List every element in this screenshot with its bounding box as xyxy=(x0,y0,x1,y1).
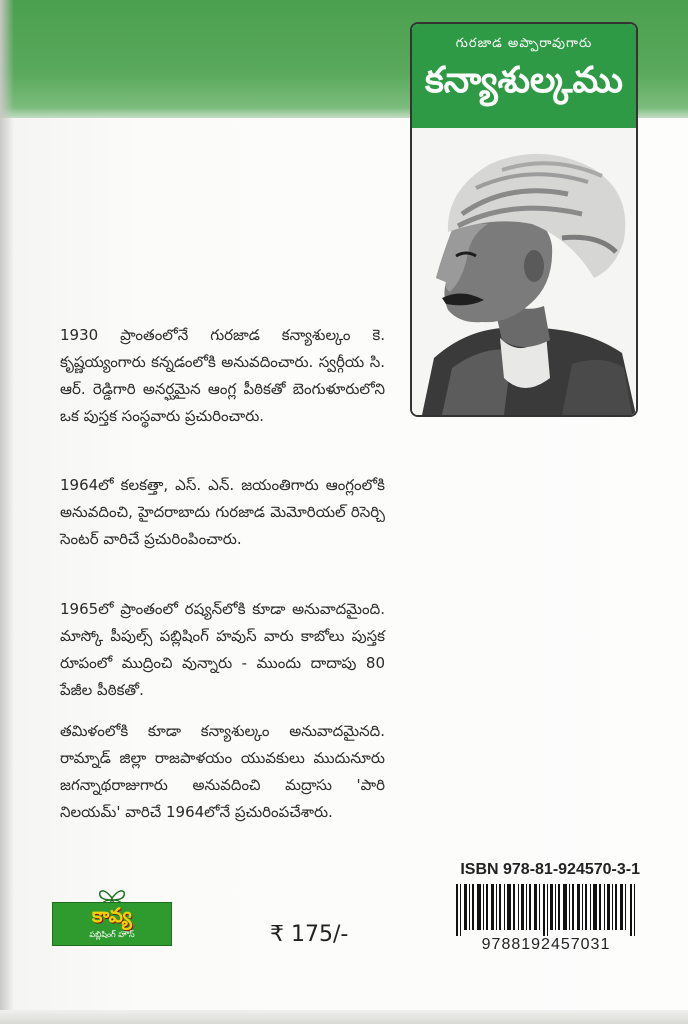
barcode-number: 9788192457031 xyxy=(481,936,611,953)
publisher-logo xyxy=(52,888,174,946)
publisher-name: కావ్య xyxy=(92,903,132,927)
cover-inset-header xyxy=(412,24,636,128)
price-label: ₹ 175/- xyxy=(270,922,349,947)
publisher-subtitle: పబ్లిషింగ్ హౌస్ xyxy=(89,930,135,939)
spine-shadow xyxy=(0,0,14,1024)
book-title: కన్యాశుల్కము xyxy=(424,60,623,101)
paragraph-3: 1965లో ప్రాంతంలో రష్యన్‌లోకి కూడా అనువాదమైంది. మాస్కో పీపుల్స్ పబ్లిషింగ్ హవుస్ వారు కాబోలు పుస్తక రూపంలో ముద్రించి వున్నారు - ముందు దాదాపు 80 పేజీల పీఠికతో. xyxy=(60,600,385,699)
barcode xyxy=(456,884,636,936)
paragraph-2: 1964లో కలకత్తా, ఎస్. ఎన్. జయంతిగారు ఆంగ్లంలోకి అనువదించి, హైదరాబాదు గురజాడ మెమోరియల్ రిసెర్చి సెంటర్ వారిచే ప్రచురింపించారు. xyxy=(60,476,385,548)
paragraph-4: తమిళంలోకి కూడా కన్యాశుల్కం అనువాదమైనది. రామ్నాడ్ జిల్లా రాజపాళయం యువకులు ముదునూరు జగన్నాథరాజుగారు అనువదించి మద్రాసు 'పారి నిలయమ్' వారిచే 1964లోనే ప్రచురింపచేశారు. xyxy=(60,722,385,821)
bottom-edge xyxy=(0,1010,688,1024)
author-portrait xyxy=(412,128,636,415)
isbn-label: ISBN 978-81-924570-3-1 xyxy=(460,861,640,878)
cover-inset xyxy=(410,22,638,417)
author-name: గురజాడ అప్పారావుగారు xyxy=(455,36,593,51)
paragraph-1: 1930 ప్రాంతంలోనే గురజాడ కన్యాశుల్కం కె. కృష్ణయ్యంగారు కన్నడంలోకి అనువదించారు. స్వర్గీయ సి. ఆర్. రెడ్డిగారి అనర్ఘమైన ఆంగ్ల పీఠికతో బెంగుళూరులోని ఒక పుస్తక సంస్థవారు ప్రచురించారు. xyxy=(60,326,385,425)
